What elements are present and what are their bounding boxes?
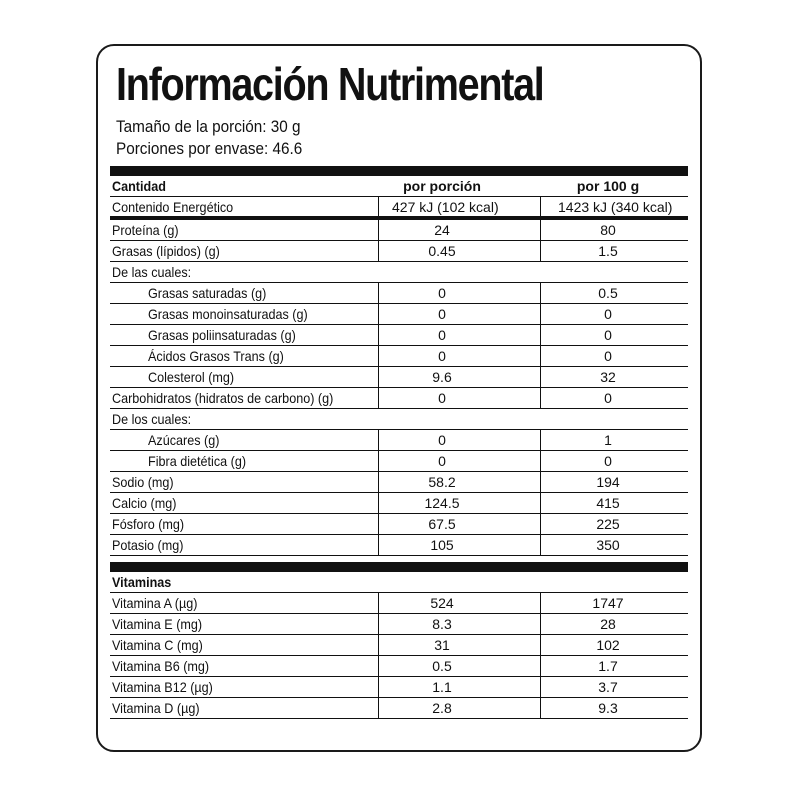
row-label: De los cuales: (112, 411, 192, 427)
vitamin-rows (110, 593, 688, 719)
table-row (110, 472, 688, 493)
column-divider (378, 656, 379, 677)
column-divider (540, 472, 541, 493)
row-label: Fósforo (mg) (112, 516, 185, 532)
row-label: Azúcares (g) (148, 432, 220, 448)
column-divider (378, 346, 379, 367)
table-row (110, 388, 688, 409)
row-label: Contenido Energético (112, 199, 234, 215)
top-divider-bar (110, 166, 688, 176)
row-label: Fibra dietética (g) (148, 453, 247, 469)
column-divider (540, 283, 541, 304)
table-row (110, 635, 688, 656)
column-divider (378, 430, 379, 451)
column-divider (378, 593, 379, 614)
table-row (110, 283, 688, 304)
table-row (110, 241, 688, 262)
table-row (110, 367, 688, 388)
column-divider (378, 325, 379, 346)
column-divider (540, 304, 541, 325)
value-per-100g: 350 (596, 537, 620, 553)
value-per-portion: 8.3 (432, 616, 452, 632)
value-per-portion: 124.5 (424, 495, 460, 511)
value-per-100g: 1.7 (598, 658, 618, 674)
column-divider (378, 698, 379, 719)
row-label: Proteína (g) (112, 222, 179, 238)
table-row (110, 262, 688, 283)
row-label: Colesterol (mg) (148, 369, 235, 385)
value-per-portion: 31 (434, 637, 450, 653)
table-row (110, 656, 688, 677)
energy-row (110, 197, 688, 220)
value-per-portion: 1.1 (432, 679, 452, 695)
vitamins-header-row (110, 572, 688, 593)
nutrient-table (110, 176, 688, 556)
header-per-portion: por porción (403, 178, 481, 194)
row-label: Vitamina C (mg) (112, 637, 203, 653)
table-row (110, 514, 688, 535)
column-divider (540, 197, 541, 217)
table-row (110, 451, 688, 472)
value-per-100g: 0 (604, 390, 612, 406)
column-divider (540, 593, 541, 614)
value-per-portion: 67.5 (428, 516, 456, 532)
column-divider (540, 241, 541, 262)
nutrition-facts-panel (96, 44, 702, 752)
value-per-100g: 0 (604, 453, 612, 469)
value-per-portion: 58.2 (428, 474, 456, 490)
value-per-100g: 1 (604, 432, 612, 448)
vitamins-divider-bar (110, 562, 688, 572)
column-divider (540, 367, 541, 388)
value-per-100g: 102 (596, 637, 620, 653)
value-per-100g: 0 (604, 327, 612, 343)
column-divider (540, 451, 541, 472)
column-divider (378, 197, 379, 217)
value-per-100g: 194 (596, 474, 620, 490)
row-label: Potasio (mg) (112, 537, 184, 553)
panel-title: Información Nutrimental (116, 58, 544, 110)
column-divider (378, 220, 379, 241)
header-cantidad: Cantidad (112, 178, 166, 194)
value-per-100g: 415 (596, 495, 620, 511)
column-divider (540, 656, 541, 677)
column-divider (540, 493, 541, 514)
row-label: Vitamina B12 (µg) (112, 679, 213, 695)
value-per-portion: 0 (438, 453, 446, 469)
column-divider (540, 635, 541, 656)
column-divider (378, 367, 379, 388)
row-label: Grasas monoinsaturadas (g) (148, 306, 308, 322)
value-per-100g: 80 (600, 222, 616, 238)
column-divider (540, 220, 541, 241)
value-per-100g: 28 (600, 616, 616, 632)
column-divider (540, 614, 541, 635)
table-row (110, 430, 688, 451)
value-per-100g: 1.5 (598, 243, 618, 259)
row-label: Sodio (mg) (112, 474, 174, 490)
value-per-100g: 9.3 (598, 700, 618, 716)
column-divider (378, 304, 379, 325)
column-divider (540, 388, 541, 409)
vitamins-table (110, 572, 688, 719)
value-per-portion: 105 (430, 537, 454, 553)
column-divider (540, 535, 541, 556)
value-per-portion: 0 (438, 285, 446, 301)
row-label: Vitamina D (µg) (112, 700, 200, 716)
value-per-portion: 0.45 (428, 243, 456, 259)
value-per-portion: 0 (438, 306, 446, 322)
table-row (110, 346, 688, 367)
row-label: Calcio (mg) (112, 495, 177, 511)
serving-size: Tamaño de la porción: 30 g (116, 117, 301, 136)
header-per-100g: por 100 g (576, 178, 640, 194)
value-per-portion: 24 (434, 222, 450, 238)
table-row (110, 677, 688, 698)
value-per-100g: 0.5 (598, 285, 618, 301)
column-divider (540, 430, 541, 451)
value-per-100g: 3.7 (598, 679, 618, 695)
row-label: Vitamina E (mg) (112, 616, 203, 632)
table-row (110, 409, 688, 430)
table-row (110, 304, 688, 325)
table-row (110, 325, 688, 346)
value-per-100g: 225 (596, 516, 620, 532)
value-per-portion: 0.5 (432, 658, 452, 674)
column-divider (378, 514, 379, 535)
value-per-100g: 0 (604, 306, 612, 322)
column-divider (378, 535, 379, 556)
row-label: De las cuales: (112, 264, 192, 280)
table-row (110, 535, 688, 556)
row-label: Vitamina A (µg) (112, 595, 198, 611)
value-per-portion: 2.8 (432, 700, 452, 716)
row-label: Ácidos Grasos Trans (g) (148, 348, 284, 364)
row-label: Vitamina B6 (mg) (112, 658, 210, 674)
column-divider (540, 677, 541, 698)
column-divider (378, 635, 379, 656)
row-label: Grasas saturadas (g) (148, 285, 267, 301)
servings-per-container: Porciones por envase: 46.6 (116, 139, 303, 158)
value-per-portion: 0 (438, 390, 446, 406)
value-per-portion: 0 (438, 348, 446, 364)
row-label: Carbohidratos (hidratos de carbono) (g) (112, 390, 334, 406)
nutrient-rows (110, 220, 688, 556)
row-label: Grasas (lípidos) (g) (112, 243, 220, 259)
value-per-100g: 32 (600, 369, 616, 385)
vitamins-title: Vitaminas (112, 574, 172, 590)
column-divider (540, 514, 541, 535)
value-per-portion: 0 (438, 327, 446, 343)
value-per-100g: 0 (604, 348, 612, 364)
value-per-100g: 1747 (592, 595, 624, 611)
value-per-portion: 524 (430, 595, 454, 611)
column-divider (378, 451, 379, 472)
value-per-100g: 1423 kJ (340 kcal) (558, 199, 673, 215)
value-per-portion: 9.6 (432, 369, 452, 385)
table-row (110, 220, 688, 241)
column-divider (378, 677, 379, 698)
column-divider (540, 698, 541, 719)
value-per-portion: 427 kJ (102 kcal) (392, 199, 499, 215)
column-divider (378, 472, 379, 493)
row-label: Grasas poliinsaturadas (g) (148, 327, 296, 343)
table-row (110, 614, 688, 635)
table-row (110, 493, 688, 514)
table-row (110, 698, 688, 719)
column-divider (540, 346, 541, 367)
column-divider (540, 325, 541, 346)
table-header-row (110, 176, 688, 197)
column-divider (378, 388, 379, 409)
column-divider (378, 241, 379, 262)
value-per-portion: 0 (438, 432, 446, 448)
column-divider (378, 493, 379, 514)
column-divider (378, 614, 379, 635)
table-row (110, 593, 688, 614)
column-divider (378, 283, 379, 304)
